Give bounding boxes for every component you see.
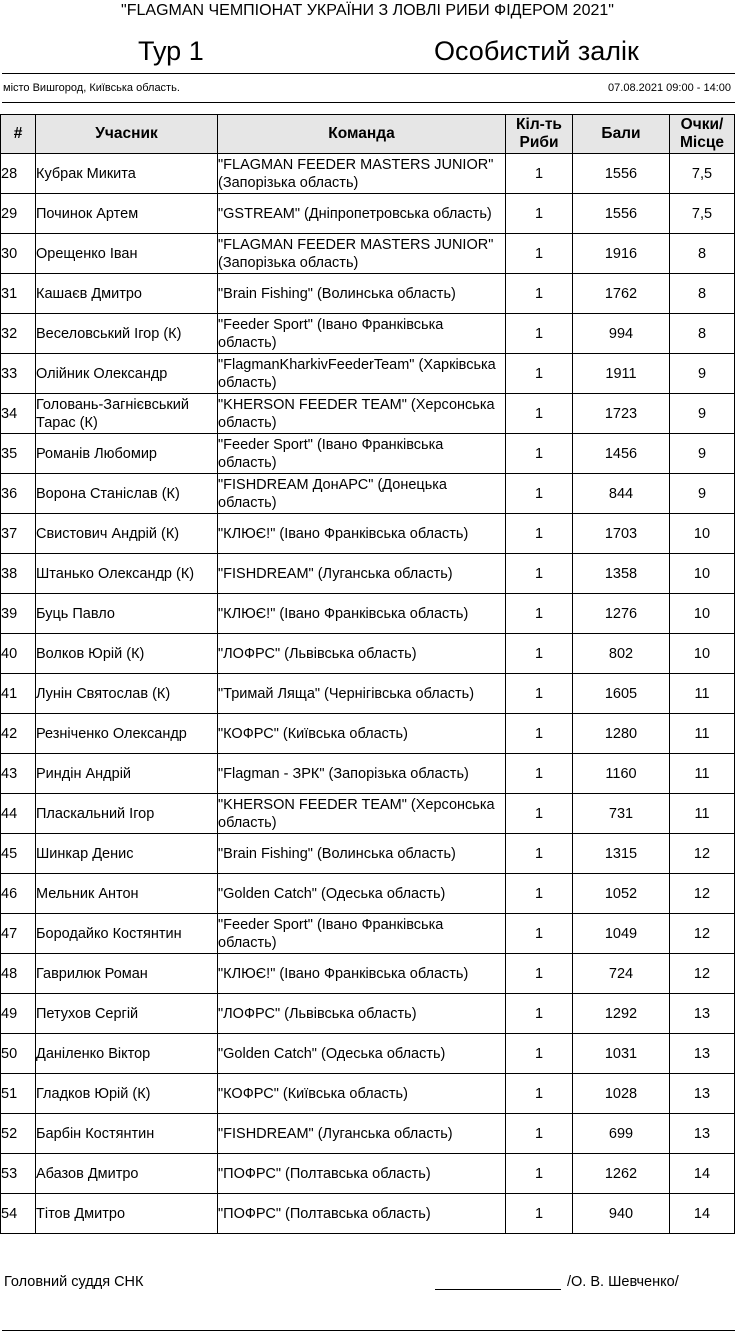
cell-num: 29 [1,194,36,234]
cell-fish-count: 1 [506,914,573,954]
cell-team: "КОФРС" (Київська область) [218,1074,506,1114]
cell-fish-count: 1 [506,1194,573,1234]
cell-place: 7,5 [670,154,735,194]
cell-participant: Резніченко Олександр [36,714,218,754]
cell-place: 13 [670,1074,735,1114]
cell-participant: Гладков Юрій (К) [36,1074,218,1114]
cell-points: 802 [573,634,670,674]
cell-participant: Кашаєв Дмитро [36,274,218,314]
col-header-team: Команда [218,115,506,154]
fish-header-line2: Риби [519,134,559,151]
cell-fish-count: 1 [506,314,573,354]
cell-place: 10 [670,634,735,674]
cell-fish-count: 1 [506,594,573,634]
cell-participant: Даніленко Віктор [36,1034,218,1074]
cell-fish-count: 1 [506,434,573,474]
cell-num: 40 [1,634,36,674]
table-row [1,1154,735,1194]
cell-points: 994 [573,314,670,354]
cell-team: "FISHDREAM" (Луганська область) [218,554,506,594]
cell-place: 7,5 [670,194,735,234]
cell-participant: Тітов Дмитро [36,1194,218,1234]
table-row [1,1034,735,1074]
table-row [1,514,735,554]
col-header-fish-count [506,115,573,154]
cell-team: "FISHDREAM" (Луганська область) [218,1114,506,1154]
cell-team: "Flagman - ЗРК" (Запорізька область) [218,754,506,794]
table-row [1,554,735,594]
col-header-participant: Учасник [36,115,218,154]
cell-num: 33 [1,354,36,394]
cell-team: "КОФРС" (Київська область) [218,714,506,754]
cell-place: 13 [670,1114,735,1154]
cell-place: 9 [670,434,735,474]
table-row [1,914,735,954]
cell-place: 11 [670,794,735,834]
cell-num: 50 [1,1034,36,1074]
cell-num: 37 [1,514,36,554]
cell-points: 1315 [573,834,670,874]
table-row [1,994,735,1034]
cell-participant: Романів Любомир [36,434,218,474]
cell-place: 11 [670,674,735,714]
head-judge-label: Головний суддя СНК [4,1274,144,1290]
cell-team: "Golden Catch" (Одеська область) [218,1034,506,1074]
cell-place: 11 [670,754,735,794]
cell-fish-count: 1 [506,874,573,914]
table-row [1,234,735,274]
cell-team: "Тримай Ляща" (Чернігівська область) [218,674,506,714]
cell-points: 1911 [573,354,670,394]
cell-fish-count: 1 [506,1074,573,1114]
place-header-line2: Місце [680,134,724,151]
cell-participant: Починок Артем [36,194,218,234]
cell-num: 47 [1,914,36,954]
cell-team: "Brain Fishing" (Волинська область) [218,274,506,314]
cell-num: 44 [1,794,36,834]
cell-points: 1262 [573,1154,670,1194]
head-judge-name: /О. В. Шевченко/ [567,1274,679,1290]
col-header-points: Бали [573,115,670,154]
cell-participant: Петухов Сергій [36,994,218,1034]
cell-points: 1031 [573,1034,670,1074]
tour-label: Тур 1 [138,36,204,66]
cell-num: 34 [1,394,36,434]
cell-num: 41 [1,674,36,714]
table-row [1,394,735,434]
table-row [1,1114,735,1154]
cell-place: 10 [670,594,735,634]
cell-participant: Головань-Загнієвський Тарас (К) [36,394,218,434]
cell-team: "Brain Fishing" (Волинська область) [218,834,506,874]
cell-fish-count: 1 [506,154,573,194]
cell-num: 45 [1,834,36,874]
cell-num: 54 [1,1194,36,1234]
cell-place: 12 [670,914,735,954]
cell-points: 1762 [573,274,670,314]
cell-num: 52 [1,1114,36,1154]
cell-place: 13 [670,994,735,1034]
cell-participant: Штанько Олександр (К) [36,554,218,594]
signature-line [435,1289,561,1290]
table-row [1,594,735,634]
cell-points: 1358 [573,554,670,594]
cell-participant: Мельник Антон [36,874,218,914]
cell-place: 8 [670,234,735,274]
fish-header-line1: Кіл-ть [516,116,562,133]
cell-fish-count: 1 [506,514,573,554]
cell-points: 1556 [573,154,670,194]
cell-place: 9 [670,394,735,434]
cell-team: "Golden Catch" (Одеська область) [218,874,506,914]
cell-points: 1605 [573,674,670,714]
cell-fish-count: 1 [506,714,573,754]
cell-place: 12 [670,874,735,914]
cell-num: 42 [1,714,36,754]
cell-place: 8 [670,274,735,314]
cell-place: 10 [670,554,735,594]
cell-points: 844 [573,474,670,514]
cell-points: 1703 [573,514,670,554]
cell-points: 731 [573,794,670,834]
cell-place: 9 [670,354,735,394]
cell-participant: Гаврилюк Роман [36,954,218,994]
cell-fish-count: 1 [506,994,573,1034]
cell-team: "Feeder Sport" (Івано Франківська область) [218,434,506,474]
cell-place: 13 [670,1034,735,1074]
cell-fish-count: 1 [506,234,573,274]
cell-participant: Буць Павло [36,594,218,634]
cell-place: 14 [670,1154,735,1194]
cell-fish-count: 1 [506,1114,573,1154]
footer-divider [2,1330,735,1331]
cell-participant: Абазов Дмитро [36,1154,218,1194]
cell-points: 1456 [573,434,670,474]
table-row [1,434,735,474]
table-row [1,354,735,394]
cell-points: 1049 [573,914,670,954]
cell-team: "КЛЮЄ!" (Івано Франківська область) [218,594,506,634]
cell-num: 32 [1,314,36,354]
cell-place: 14 [670,1194,735,1234]
subheader-divider [2,102,735,103]
place-header-line1: Очки/ [680,116,724,133]
cell-points: 1276 [573,594,670,634]
cell-place: 12 [670,834,735,874]
cell-place: 10 [670,514,735,554]
cell-num: 39 [1,594,36,634]
table-row [1,794,735,834]
cell-num: 53 [1,1154,36,1194]
cell-team: "ЛОФРС" (Львівська область) [218,634,506,674]
cell-fish-count: 1 [506,794,573,834]
cell-place: 12 [670,954,735,994]
standings-type-label: Особистий залік [434,36,639,66]
col-header-place [670,115,735,154]
cell-points: 699 [573,1114,670,1154]
cell-participant: Барбін Костянтин [36,1114,218,1154]
table-row [1,874,735,914]
table-row [1,714,735,754]
table-row [1,954,735,994]
cell-team: "Feeder Sport" (Івано Франківська область) [218,914,506,954]
cell-team: "FLAGMAN FEEDER MASTERS JUNIOR" (Запорізька область) [218,234,506,274]
table-row [1,194,735,234]
document-title: "FLAGMAN ЧЕМПІОНАТ УКРАЇНИ З ЛОВЛІ РИБИ ФІДЕРОМ 2021" [121,2,614,19]
cell-fish-count: 1 [506,834,573,874]
cell-points: 1028 [573,1074,670,1114]
cell-points: 1723 [573,394,670,434]
cell-participant: Кубрак Микита [36,154,218,194]
cell-num: 48 [1,954,36,994]
cell-participant: Бородайко Костянтин [36,914,218,954]
cell-team: "FISHDREAM ДонАРС" (Донецька область) [218,474,506,514]
cell-num: 51 [1,1074,36,1114]
cell-num: 28 [1,154,36,194]
table-row [1,634,735,674]
cell-participant: Олійник Олександр [36,354,218,394]
cell-num: 30 [1,234,36,274]
cell-team: "ПОФРС" (Полтавська область) [218,1154,506,1194]
cell-team: "КЛЮЄ!" (Івано Франківська область) [218,954,506,994]
cell-team: "KHERSON FEEDER TEAM" (Херсонська область) [218,794,506,834]
cell-participant: Ворона Станіслав (К) [36,474,218,514]
cell-num: 46 [1,874,36,914]
cell-num: 49 [1,994,36,1034]
cell-team: "ЛОФРС" (Львівська область) [218,994,506,1034]
cell-points: 724 [573,954,670,994]
results-table [0,114,735,1234]
table-row [1,314,735,354]
cell-participant: Веселовський Ігор (К) [36,314,218,354]
cell-fish-count: 1 [506,394,573,434]
cell-team: "ПОФРС" (Полтавська область) [218,1194,506,1234]
table-row [1,754,735,794]
cell-team: "KHERSON FEEDER TEAM" (Херсонська область) [218,394,506,434]
cell-participant: Свистович Андрій (К) [36,514,218,554]
cell-num: 31 [1,274,36,314]
cell-points: 1292 [573,994,670,1034]
date-time-label: 07.08.2021 09:00 - 14:00 [608,82,731,94]
cell-place: 8 [670,314,735,354]
table-row [1,154,735,194]
table-header-row [1,115,735,154]
cell-participant: Волков Юрій (К) [36,634,218,674]
table-row [1,834,735,874]
cell-fish-count: 1 [506,274,573,314]
cell-num: 35 [1,434,36,474]
cell-points: 1280 [573,714,670,754]
cell-fish-count: 1 [506,474,573,514]
cell-team: "GSTREAM" (Дніпропетровська область) [218,194,506,234]
col-header-num: # [1,115,36,154]
cell-fish-count: 1 [506,634,573,674]
cell-participant: Шинкар Денис [36,834,218,874]
header-divider [2,73,735,74]
cell-points: 940 [573,1194,670,1234]
cell-fish-count: 1 [506,554,573,594]
table-row [1,674,735,714]
cell-fish-count: 1 [506,194,573,234]
cell-team: "FLAGMAN FEEDER MASTERS JUNIOR" (Запорізька область) [218,154,506,194]
cell-fish-count: 1 [506,354,573,394]
cell-num: 36 [1,474,36,514]
cell-fish-count: 1 [506,674,573,714]
cell-place: 11 [670,714,735,754]
cell-participant: Лунін Святослав (К) [36,674,218,714]
table-row [1,474,735,514]
cell-team: "КЛЮЄ!" (Івано Франківська область) [218,514,506,554]
cell-participant: Орещенко Іван [36,234,218,274]
table-row [1,1074,735,1114]
cell-num: 38 [1,554,36,594]
cell-team: "Feeder Sport" (Івано Франківська область) [218,314,506,354]
cell-points: 1556 [573,194,670,234]
cell-points: 1160 [573,754,670,794]
cell-place: 9 [670,474,735,514]
cell-fish-count: 1 [506,1154,573,1194]
cell-points: 1052 [573,874,670,914]
cell-points: 1916 [573,234,670,274]
cell-participant: Пласкальний Ігор [36,794,218,834]
venue-label: місто Вишгород, Київська область. [3,82,180,94]
cell-fish-count: 1 [506,1034,573,1074]
table-row [1,1194,735,1234]
cell-num: 43 [1,754,36,794]
table-row [1,274,735,314]
cell-fish-count: 1 [506,754,573,794]
cell-fish-count: 1 [506,954,573,994]
cell-participant: Риндін Андрій [36,754,218,794]
cell-team: "FlagmanKharkivFeederTeam" (Харківська область) [218,354,506,394]
